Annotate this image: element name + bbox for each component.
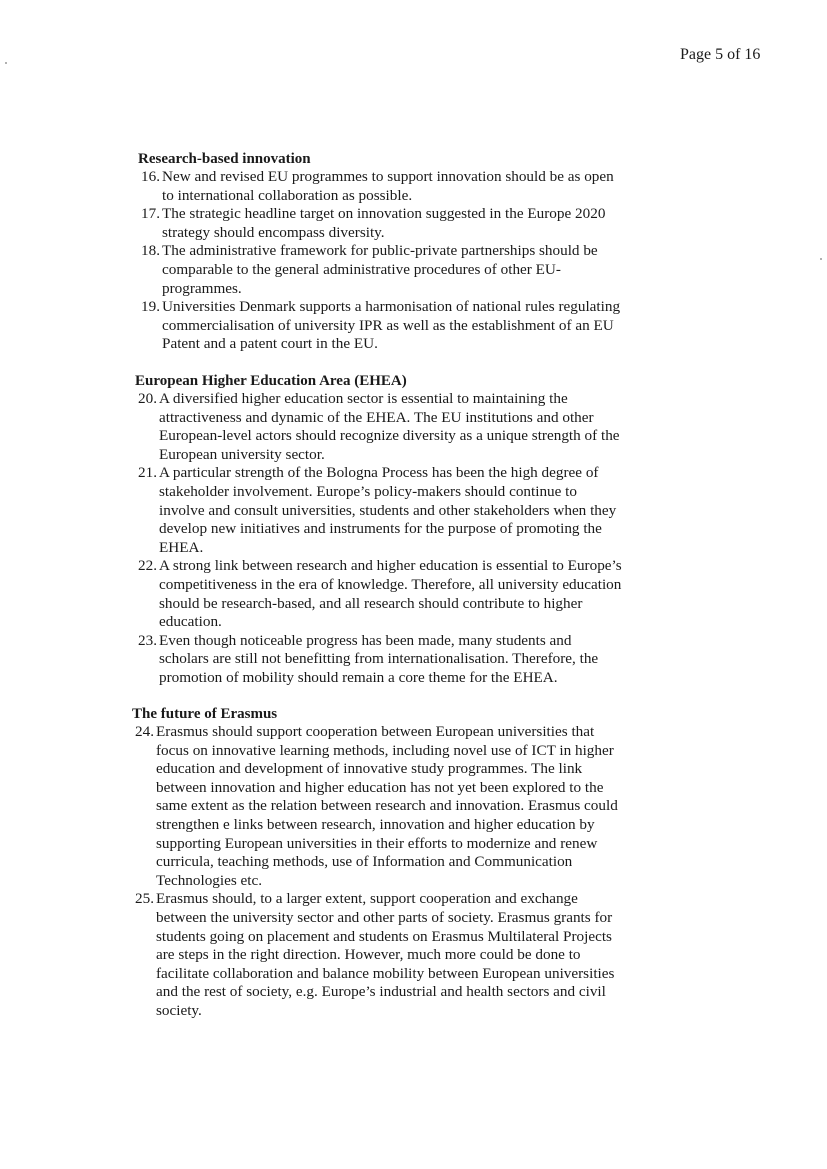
item-text: The strategic headline target on innovation suggested in the Europe 2020 strategy should encompass diversity. xyxy=(162,205,606,241)
list-item xyxy=(116,205,676,242)
item-text: Erasmus should, to a larger extent, support cooperation and exchange between the university sector and other parts of society. Erasmus grants for students going on placement and students on Erasmus Multilateral Projects are steps in the right direction. However, much more could be done to facilitate collaboration and balance mobility between European universities and the rest of society, e.g. Europe’s industrial and health sectors and civil society. xyxy=(156,890,615,1019)
item-text: Universities Denmark supports a harmonisation of national rules regulating commercialisation of university IPR as well as the establishment of an EU Patent and a patent court in the EU. xyxy=(162,298,621,353)
section-ehea xyxy=(135,372,695,688)
section-research-based-innovation xyxy=(138,150,698,354)
list-item xyxy=(113,557,673,631)
item-number: 22. xyxy=(138,557,157,575)
list-item xyxy=(116,168,676,205)
page-number: Page 5 of 16 xyxy=(680,46,761,63)
section-heading: The future of Erasmus xyxy=(132,706,278,722)
list-item xyxy=(113,390,673,464)
list-item xyxy=(113,464,673,557)
list-item xyxy=(110,890,670,1020)
item-number: 21. xyxy=(138,464,157,482)
section-heading: Research-based innovation xyxy=(138,151,311,167)
item-number: 25. xyxy=(135,890,154,908)
item-text: Even though noticeable progress has been made, many students and scholars are still not benefitting from internationalisation. Therefore, the promotion of mobility should remain a core theme for the EHEA. xyxy=(159,631,599,686)
list-item xyxy=(116,242,676,298)
scan-speck xyxy=(820,258,822,260)
item-text: New and revised EU programmes to support innovation should be as open to international collaboration as possible. xyxy=(162,168,614,204)
item-text: A particular strength of the Bologna Process has been the high degree of stakeholder involvement. Europe’s policy-makers should continue to involve and consult universities, students and other stakeholders when they develop new initiatives and instruments for the purpose of promoting the EHEA. xyxy=(159,464,617,556)
item-text: A strong link between research and higher education is essential to Europe’s competitiveness in the era of knowledge. Therefore, all university education should be research-based, and all research should contribute to higher education. xyxy=(159,557,622,631)
item-number: 20. xyxy=(138,390,157,407)
item-number: 23. xyxy=(138,631,157,649)
item-text: The administrative framework for public-private partnerships should be comparable to the general administrative procedures of other EU-programmes. xyxy=(162,242,598,297)
section-future-of-erasmus xyxy=(132,705,692,1021)
item-text: Erasmus should support cooperation between European universities that focus on innovative learning methods, including novel use of ICT in higher education and development of innovative study programmes. The link between innovation and higher education has not yet been explored to the same extent as the relation between research and innovation. Erasmus could strengthen e links between research, innovation and higher education by supporting European universities in their efforts to modernize and renew curricula, teaching methods, use of Information and Communication Technologies etc. xyxy=(156,723,618,889)
item-number: 24. xyxy=(135,723,154,740)
scan-speck xyxy=(5,62,7,64)
item-text: A diversified higher education sector is essential to maintaining the attractiveness and dynamic of the EHEA. The EU institutions and other European-level actors should recognize diversity as a unique strength of the European university sector. xyxy=(159,390,620,463)
list-item xyxy=(113,632,673,688)
list-item xyxy=(110,723,670,890)
item-number: 18. xyxy=(141,242,160,260)
list-item xyxy=(116,298,676,354)
item-number: 17. xyxy=(141,205,160,223)
section-heading: European Higher Education Area (EHEA) xyxy=(135,373,407,389)
item-number: 16. xyxy=(141,168,160,185)
item-number: 19. xyxy=(141,298,160,316)
